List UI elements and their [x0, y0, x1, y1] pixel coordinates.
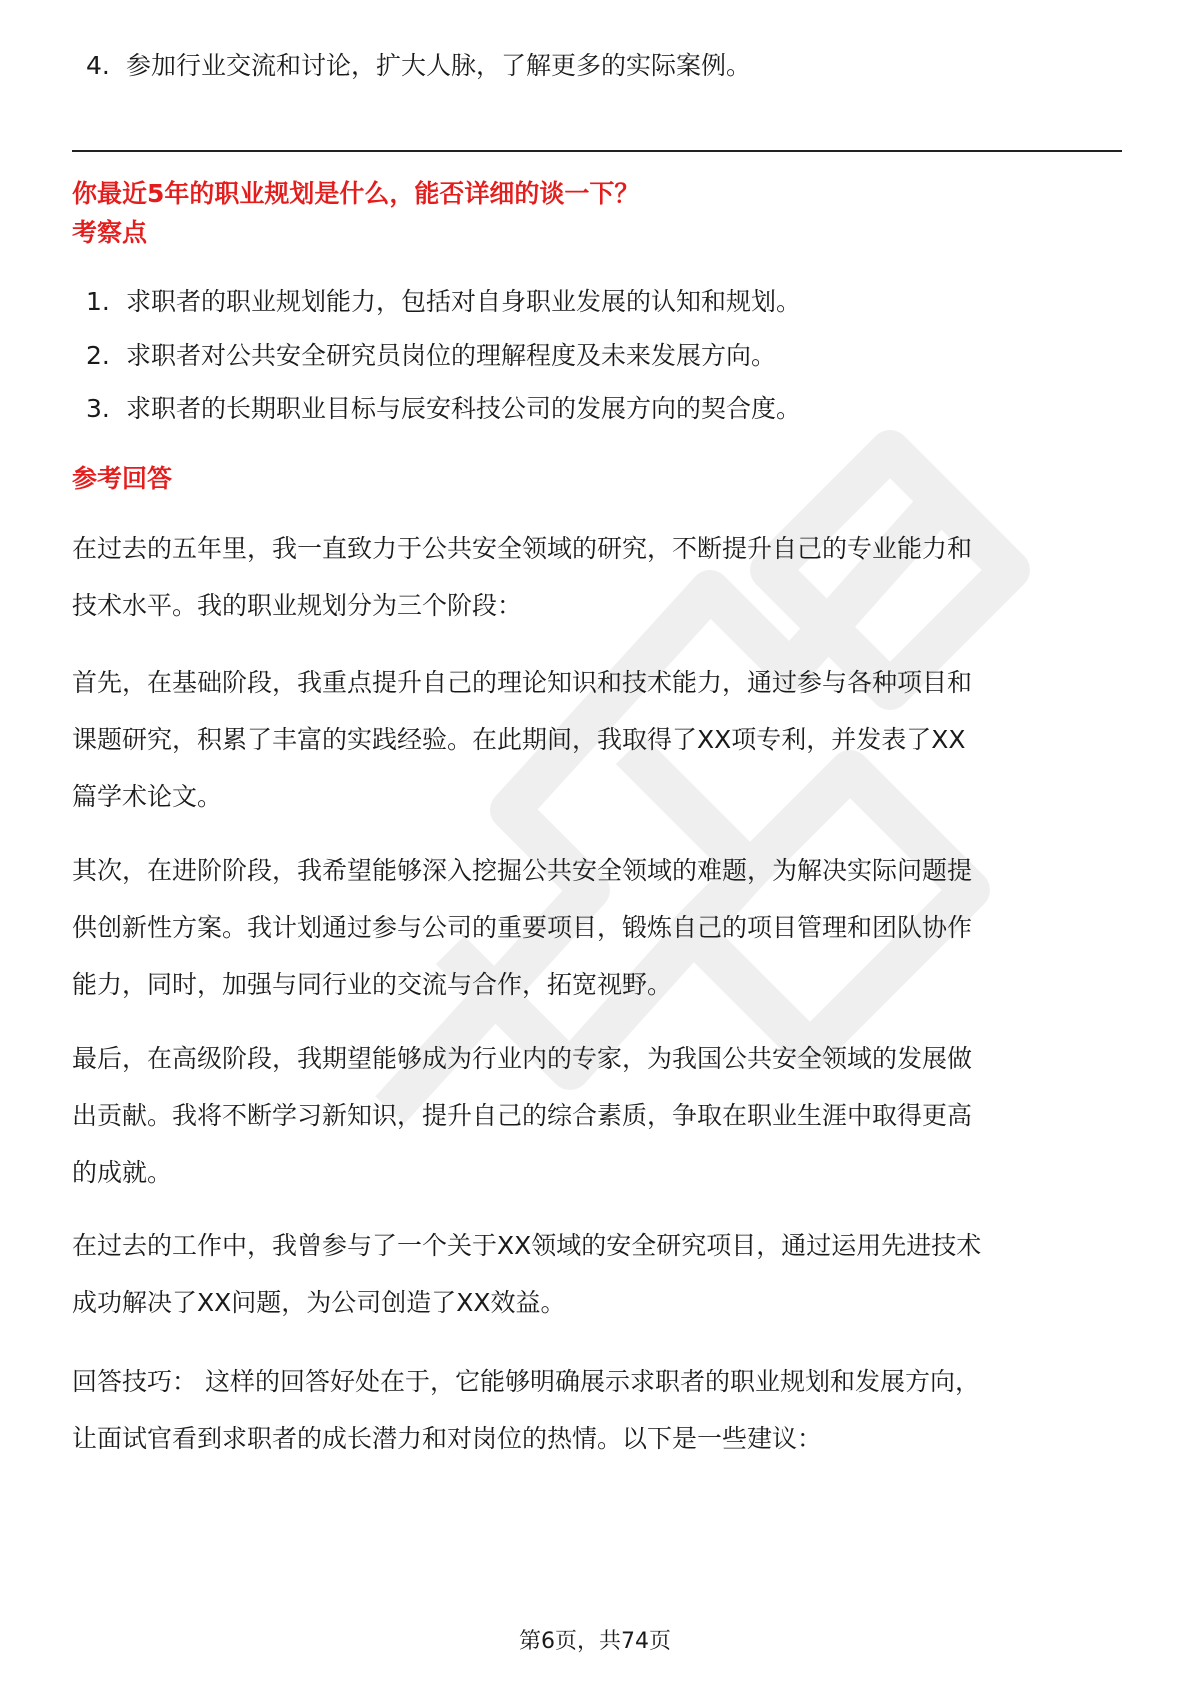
key-point-item-3 — [86, 391, 801, 427]
paragraph-line: 供创新性方案。我计划通过参与公司的重要项目，锻炼自己的项目管理和团队协作 — [72, 913, 973, 942]
key-points-title: 考察点 — [72, 218, 148, 247]
paragraph-line: 课题研究，积累了丰富的实践经验。在此期间，我取得了XX项专利，并发表了XX — [72, 725, 966, 754]
paragraph-line: 篇学术论文。 — [72, 782, 223, 811]
answer-paragraph-3 — [72, 842, 1122, 1013]
list-text: 求职者的职业规划能力，包括对自身职业发展的认知和规划。 — [126, 287, 802, 316]
paragraph-line: 能力，同时，加强与同行业的交流与合作，拓宽视野。 — [72, 970, 673, 999]
paragraph-line: 其次，在进阶阶段，我希望能够深入挖掘公共安全领域的难题，为解决实际问题提 — [72, 856, 973, 885]
answer-tips-paragraph — [72, 1353, 1122, 1467]
paragraph-line: 的成就。 — [72, 1158, 173, 1187]
key-point-item-1 — [86, 284, 801, 320]
prev-list-item-4 — [86, 48, 751, 84]
paragraph-line: 技术水平。我的职业规划分为三个阶段： — [72, 591, 523, 620]
list-number: 3. — [86, 394, 110, 423]
answer-paragraph-2 — [72, 654, 1122, 825]
list-text: 参加行业交流和讨论，扩大人脉，了解更多的实际案例。 — [126, 51, 752, 80]
paragraph-line: 成功解决了XX问题，为公司创造了XX效益。 — [72, 1288, 566, 1317]
list-number: 2. — [86, 341, 110, 370]
answer-paragraph-1 — [72, 520, 1122, 634]
list-number: 1. — [86, 287, 110, 316]
paragraph-line: 最后，在高级阶段，我期望能够成为行业内的专家，为我国公共安全领域的发展做 — [72, 1044, 973, 1073]
key-point-item-2 — [86, 338, 776, 374]
section-divider — [72, 150, 1122, 152]
page-footer: 第6页，共74页 — [519, 1629, 671, 1654]
answer-paragraph-5 — [72, 1217, 1122, 1331]
list-number: 4. — [86, 51, 110, 80]
paragraph-line: 首先，在基础阶段，我重点提升自己的理论知识和技术能力，通过参与各种项目和 — [72, 668, 973, 697]
paragraph-line: 让面试官看到求职者的成长潜力和对岗位的热情。以下是一些建议： — [72, 1424, 823, 1453]
list-text: 求职者的长期职业目标与辰安科技公司的发展方向的契合度。 — [126, 394, 802, 423]
paragraph-line: 出贡献。我将不断学习新知识，提升自己的综合素质，争取在职业生涯中取得更高 — [72, 1101, 973, 1130]
paragraph-line: 回答技巧： 这样的回答好处在于，它能够明确展示求职者的职业规划和发展方向， — [72, 1367, 980, 1396]
answer-paragraph-4 — [72, 1030, 1122, 1201]
paragraph-line: 在过去的五年里，我一直致力于公共安全领域的研究，不断提升自己的专业能力和 — [72, 534, 973, 563]
list-text: 求职者对公共安全研究员岗位的理解程度及未来发展方向。 — [126, 341, 777, 370]
question-heading: 你最近5年的职业规划是什么，能否详细的谈一下？ — [72, 179, 640, 208]
paragraph-line: 在过去的工作中，我曾参与了一个关于XX领域的安全研究项目，通过运用先进技术 — [72, 1231, 982, 1260]
reference-answer-title: 参考回答 — [72, 464, 173, 493]
